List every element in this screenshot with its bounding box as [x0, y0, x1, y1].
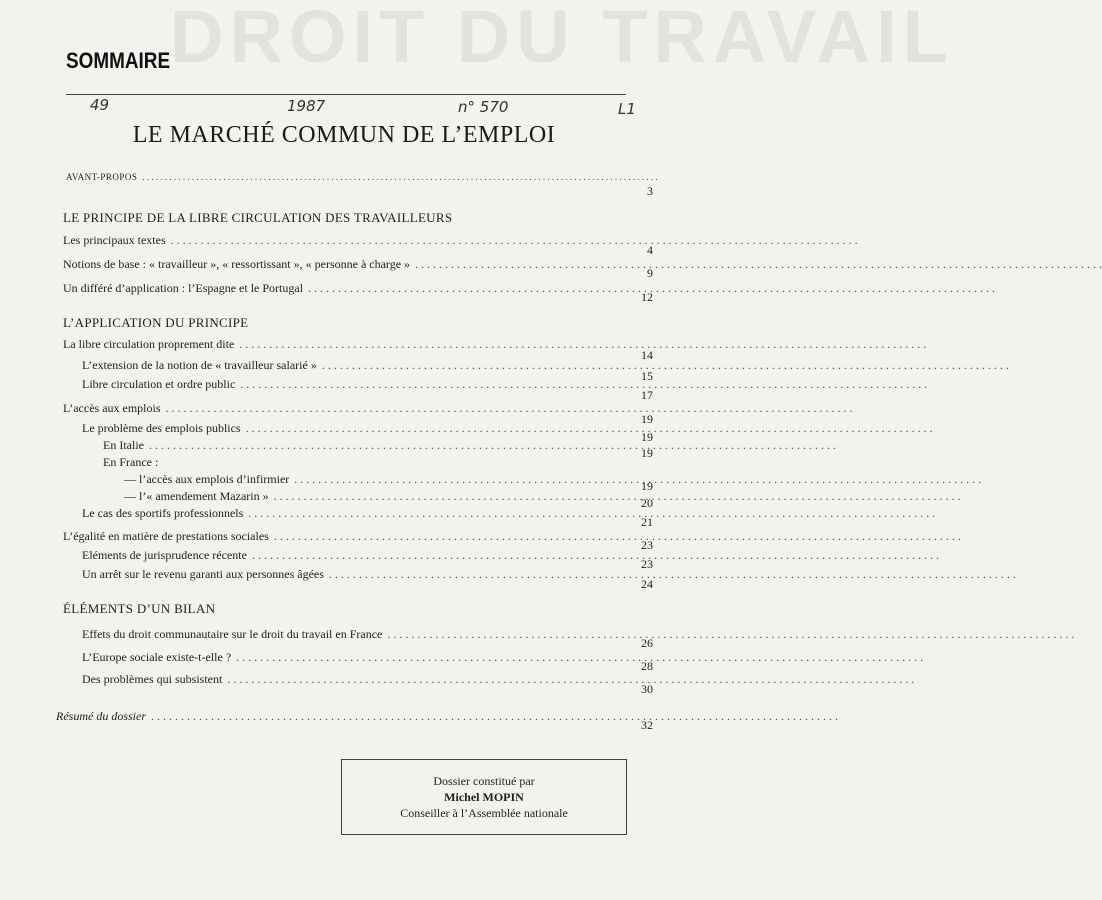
toc-entry-label: Résumé du dossier	[56, 709, 146, 723]
leader-dots	[149, 438, 836, 453]
toc-page-number: 19	[641, 479, 653, 493]
leader-dots	[171, 233, 858, 248]
toc-page-number: 30	[641, 682, 653, 696]
toc-page-number: 21	[641, 515, 653, 529]
toc-entry-label: En France :	[103, 455, 159, 469]
toc-page-number: 14	[641, 348, 653, 362]
toc-entry-label: La libre circulation proprement dite	[63, 337, 235, 351]
toc-page-number: 12	[641, 290, 653, 304]
leader-dots	[151, 709, 838, 724]
section-heading-principe: LE PRINCIPE DE LA LIBRE CIRCULATION DES TRAVAILLEURS	[63, 210, 453, 225]
background-title: DROIT DU TRAVAIL	[170, 0, 954, 78]
toc-entry	[63, 257, 626, 272]
toc-entry-label: L’accès aux emplois	[63, 401, 161, 415]
toc-entry-label: Notions de base : « travailleur », « ressortissant », « personne à charge »	[63, 257, 411, 271]
leader-dots	[248, 506, 935, 521]
leader-dots	[294, 472, 981, 487]
leader-dots	[236, 650, 923, 665]
handwritten-number: 49	[90, 96, 110, 114]
toc-entry	[82, 672, 626, 687]
toc-page-number: 26	[641, 636, 653, 650]
toc-entry	[82, 506, 626, 521]
toc-entry-label: Eléments de jurisprudence récente	[82, 548, 247, 562]
toc-entry-label: L’égalité en matière de prestations sociales	[63, 529, 269, 543]
toc-entry	[82, 358, 626, 373]
handwritten-issue: n° 570	[458, 98, 509, 116]
toc-entry	[103, 438, 626, 453]
toc-page-number: 19	[641, 412, 653, 426]
leader-dots	[252, 548, 939, 563]
leader-dots	[227, 672, 914, 687]
toc-entry	[82, 650, 626, 665]
toc-entry-label: — l’« amendement Mazarin »	[124, 489, 269, 503]
toc-entry	[63, 281, 626, 296]
toc-entry	[63, 529, 626, 544]
leader-dots	[166, 401, 853, 416]
handwritten-mark: L1	[618, 100, 636, 118]
leader-dots	[274, 489, 961, 504]
credit-author: Michel MOPIN	[444, 790, 524, 804]
toc-entry-label: Un différé d’application : l’Espagne et le Portugal	[63, 281, 304, 295]
toc-entry	[63, 401, 626, 416]
toc-page-number: 9	[647, 266, 653, 280]
header-rule	[66, 94, 626, 95]
toc-entry	[63, 337, 626, 352]
toc-entry	[124, 489, 626, 504]
page-title: LE MARCHÉ COMMUN DE L’EMPLOI	[132, 122, 556, 148]
toc-entry	[82, 627, 626, 642]
toc-entry-label: Le problème des emplois publics	[82, 421, 241, 435]
leader-dots	[239, 337, 926, 352]
toc-page-number: 20	[641, 496, 653, 510]
toc-entry-label: — l’accès aux emplois d’infirmier	[124, 472, 290, 486]
toc-entry	[82, 548, 626, 563]
section-heading-application: L’APPLICATION DU PRINCIPE	[63, 315, 249, 330]
toc-entry-label: En Italie	[103, 438, 144, 452]
toc-page-number: 23	[641, 538, 653, 552]
toc-page-number: 17	[641, 388, 653, 402]
toc-page-number: 32	[641, 718, 653, 732]
leader-dots	[142, 172, 657, 182]
toc-page-number: 19	[641, 430, 653, 444]
toc-page-number: 19	[641, 446, 653, 460]
sommaire-header: SOMMAIRE	[66, 48, 171, 73]
handwritten-year: 1987	[287, 97, 326, 115]
toc-entry-label: AVANT-PROPOS	[66, 172, 138, 182]
leader-dots	[274, 529, 961, 544]
toc-entry-resume	[56, 709, 626, 724]
credit-line: Dossier constitué par	[433, 774, 535, 788]
toc-entry	[124, 472, 626, 487]
toc-entry-avant-propos	[66, 172, 626, 182]
toc-entry-label: Libre circulation et ordre public	[82, 377, 236, 391]
credit-role: Conseiller à l’Assemblée nationale	[400, 806, 568, 820]
leader-dots	[246, 421, 933, 436]
leader-dots	[329, 567, 1016, 582]
toc-entry	[63, 233, 626, 248]
leader-dots	[240, 377, 927, 392]
toc-page-number: 4	[647, 243, 653, 257]
toc-page-number: 24	[641, 577, 653, 591]
toc-entry	[82, 567, 626, 582]
toc-page-number: 23	[641, 557, 653, 571]
toc-page-number: 15	[641, 369, 653, 383]
leader-dots	[415, 257, 1102, 272]
section-heading-bilan: ÉLÉMENTS D’UN BILAN	[63, 601, 216, 616]
credit-box	[341, 759, 627, 835]
toc-entry-label: Un arrêt sur le revenu garanti aux personnes âgées	[82, 567, 324, 581]
toc-entry	[82, 421, 626, 436]
toc-entry	[82, 377, 626, 392]
toc-page-number: 28	[641, 659, 653, 673]
toc-page-number: 3	[647, 184, 653, 198]
toc-entry-label: L’Europe sociale existe-t-elle ?	[82, 650, 232, 664]
toc-entry-label: Effets du droit communautaire sur le droit du travail en France	[82, 627, 383, 641]
toc-entry-label: Des problèmes qui subsistent	[82, 672, 223, 686]
toc-entry-label: L’extension de la notion de « travailleur salarié »	[82, 358, 317, 372]
leader-dots	[387, 627, 1074, 642]
leader-dots	[322, 358, 1009, 373]
toc-entry-label: Le cas des sportifs professionnels	[82, 506, 244, 520]
toc-entry-label: Les principaux textes	[63, 233, 166, 247]
